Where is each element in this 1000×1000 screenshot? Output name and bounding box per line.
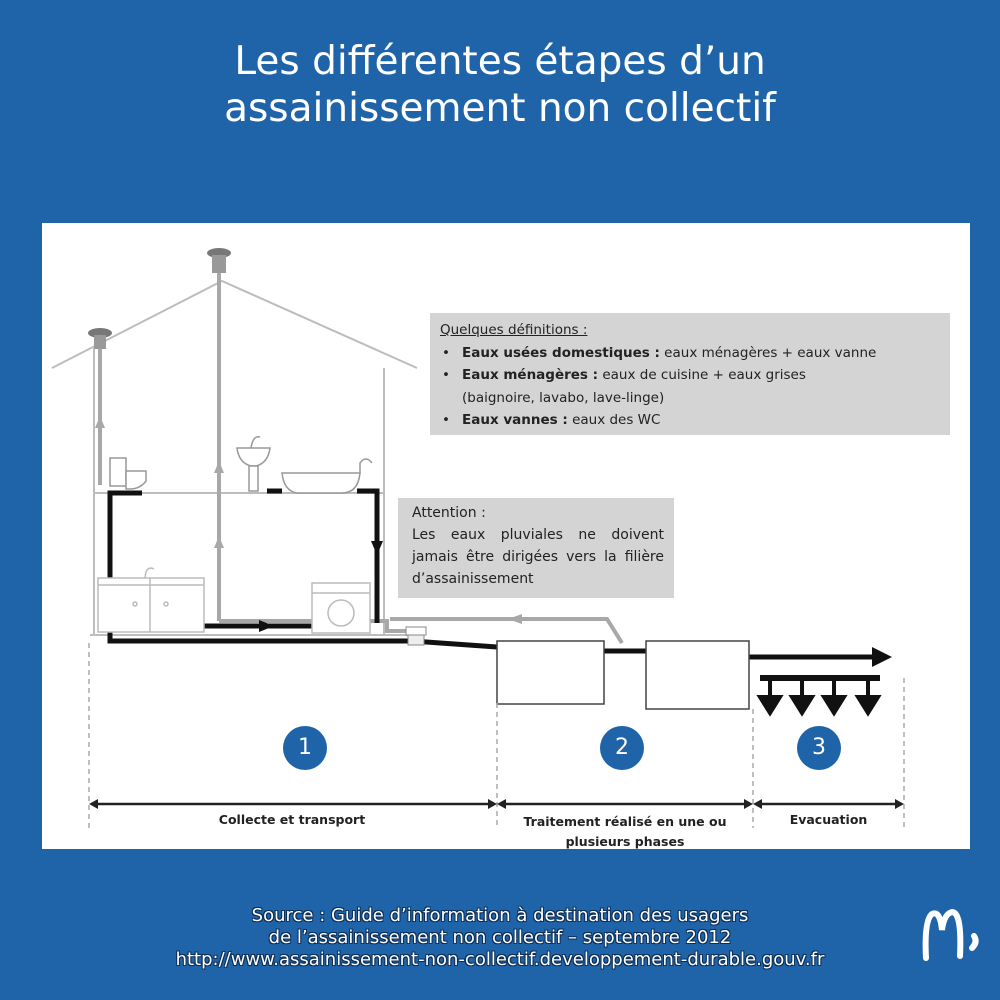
step-number-2: 2 (600, 726, 644, 770)
definition-item (462, 342, 950, 365)
definition-term: Eaux ménagères : (462, 367, 599, 383)
title-line-2: assainissement non collectif (224, 86, 776, 131)
definitions-box (430, 313, 950, 435)
step-number-3: 3 (797, 726, 841, 770)
source-line-2: de l’assainissement non collectif – septembre 2012 (268, 927, 732, 948)
vent-arrow-2 (214, 536, 224, 548)
definition-term: Eaux usées domestiques : (462, 344, 660, 361)
washbasin-icon (237, 437, 270, 491)
step-number-1: 1 (283, 726, 327, 770)
vent-arrow-1 (95, 416, 105, 428)
infiltration-arrows (760, 678, 880, 713)
vent-arrow-3 (214, 461, 224, 473)
page-title (0, 38, 1000, 132)
manhole-icon (406, 627, 426, 645)
definition-text: eaux de cuisine + eaux grises (598, 367, 806, 383)
attention-box (398, 498, 674, 598)
definition-item (462, 409, 950, 432)
definitions-heading: Quelques définitions : (440, 322, 588, 338)
definitions-list (440, 342, 950, 432)
attention-body: Les eaux pluviales ne doivent jamais être dirigées vers la filière d’assainissement (412, 527, 664, 587)
m-logo-icon (918, 900, 988, 970)
definition-item (462, 364, 950, 387)
source-footer (0, 905, 1000, 971)
phase-label-evacuation: Evacuation (789, 812, 868, 827)
washing-machine-icon (312, 583, 370, 633)
toilet-icon (110, 458, 146, 489)
definition-item-continued (462, 387, 950, 410)
attention-heading: Attention : (412, 505, 486, 521)
phase-label-line: Traitement réalisé en une ou (523, 814, 727, 829)
source-url[interactable]: http://www.assainissement-non-collectif.developpement-durable.gouv.fr (175, 949, 825, 970)
diagram-panel (42, 223, 970, 849)
bathtub-icon (282, 459, 372, 493)
phase-label-traitement (502, 812, 748, 849)
kitchen-cabinet-icon (98, 568, 204, 632)
vent-arrow-left (508, 614, 522, 624)
outflow-arrow (872, 647, 892, 667)
definition-text: eaux des WC (567, 412, 661, 428)
phase-label-line: plusieurs phases (565, 834, 685, 849)
definition-term: Eaux vannes : (462, 412, 568, 428)
treatment-tank-2 (646, 641, 749, 709)
flow-arrow-vertical (371, 541, 383, 555)
definition-text: eaux ménagères + eaux vanne (659, 344, 877, 361)
phase-label-collecte: Collecte et transport (218, 812, 366, 827)
title-line-1: Les différentes étapes d’un (234, 39, 766, 84)
source-line-1: Source : Guide d’information à destination des usagers (251, 905, 749, 926)
treatment-tank-1 (497, 641, 604, 704)
definition-text: (baignoire, lavabo, lave-linge) (462, 389, 665, 406)
vent-cap-large (207, 248, 231, 273)
